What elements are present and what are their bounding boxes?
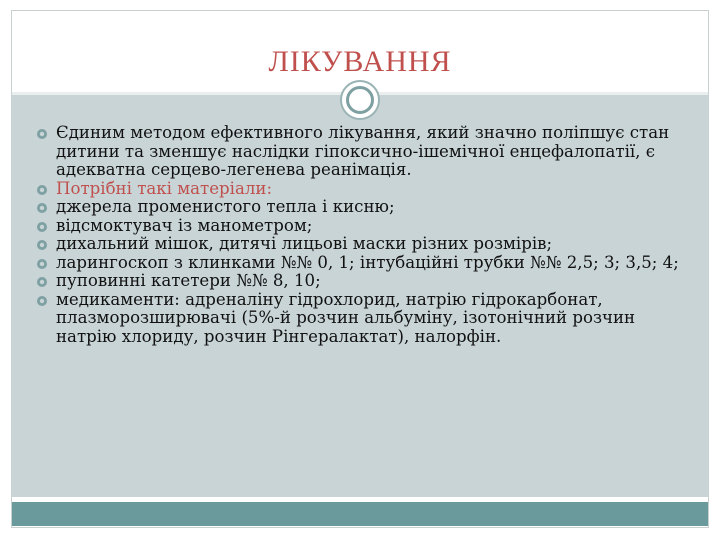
bullet-text: ларингоскоп з клинками №№ 0, 1; інтубаційні трубки №№ 2,5; 3; 3,5; 4;	[56, 252, 679, 272]
bullet-icon	[36, 295, 48, 307]
bullet-list	[36, 124, 696, 346]
bullet-icon	[36, 258, 48, 270]
bullet-icon	[36, 202, 48, 214]
bullet-text: дихальний мішок, дитячі лицьові маски різних розмірів;	[56, 234, 553, 253]
bullet-icon	[36, 128, 48, 140]
bullet-icon	[36, 276, 48, 288]
bullet-icon	[36, 239, 48, 251]
bullet-item	[36, 124, 696, 180]
bullet-item	[36, 198, 696, 217]
ring-inner-icon	[346, 86, 374, 114]
bullet-icon	[36, 184, 48, 196]
bullet-text: пуповинні катетери №№ 8, 10;	[56, 271, 321, 290]
bullet-item	[36, 235, 696, 254]
bullet-item	[36, 291, 696, 347]
bullet-text: відсмоктувач із манометром;	[56, 215, 313, 235]
slide-title: ЛІКУВАННЯ	[268, 45, 452, 78]
bullet-icon	[36, 221, 48, 233]
bullet-item	[36, 272, 696, 291]
footer-bar	[12, 502, 708, 526]
bullet-text-accent: Потрібні такі матеріали:	[56, 178, 273, 198]
bullet-item	[36, 180, 696, 199]
bullet-item	[36, 254, 696, 273]
bullet-text: Єдиним методом ефективного лікування, який значно поліпшує стан дитини та зменшує наслідки гіпоксично-ішемічної енцефалопатії, є адекватна серцево-легенева реанімація.	[56, 123, 670, 179]
bullet-text: джерела променистого тепла і кисню;	[56, 197, 395, 216]
ring-ornament-icon	[340, 80, 380, 120]
bullet-text: медикаменти: адреналіну гідрохлорид, натрію гідрокарбонат, плазморозширювачі (5%-й розчин альбуміну, ізотонічний розчин натрію хлориду, розчин Рінгералактат), налорфін.	[56, 289, 636, 346]
bullet-item	[36, 217, 696, 236]
